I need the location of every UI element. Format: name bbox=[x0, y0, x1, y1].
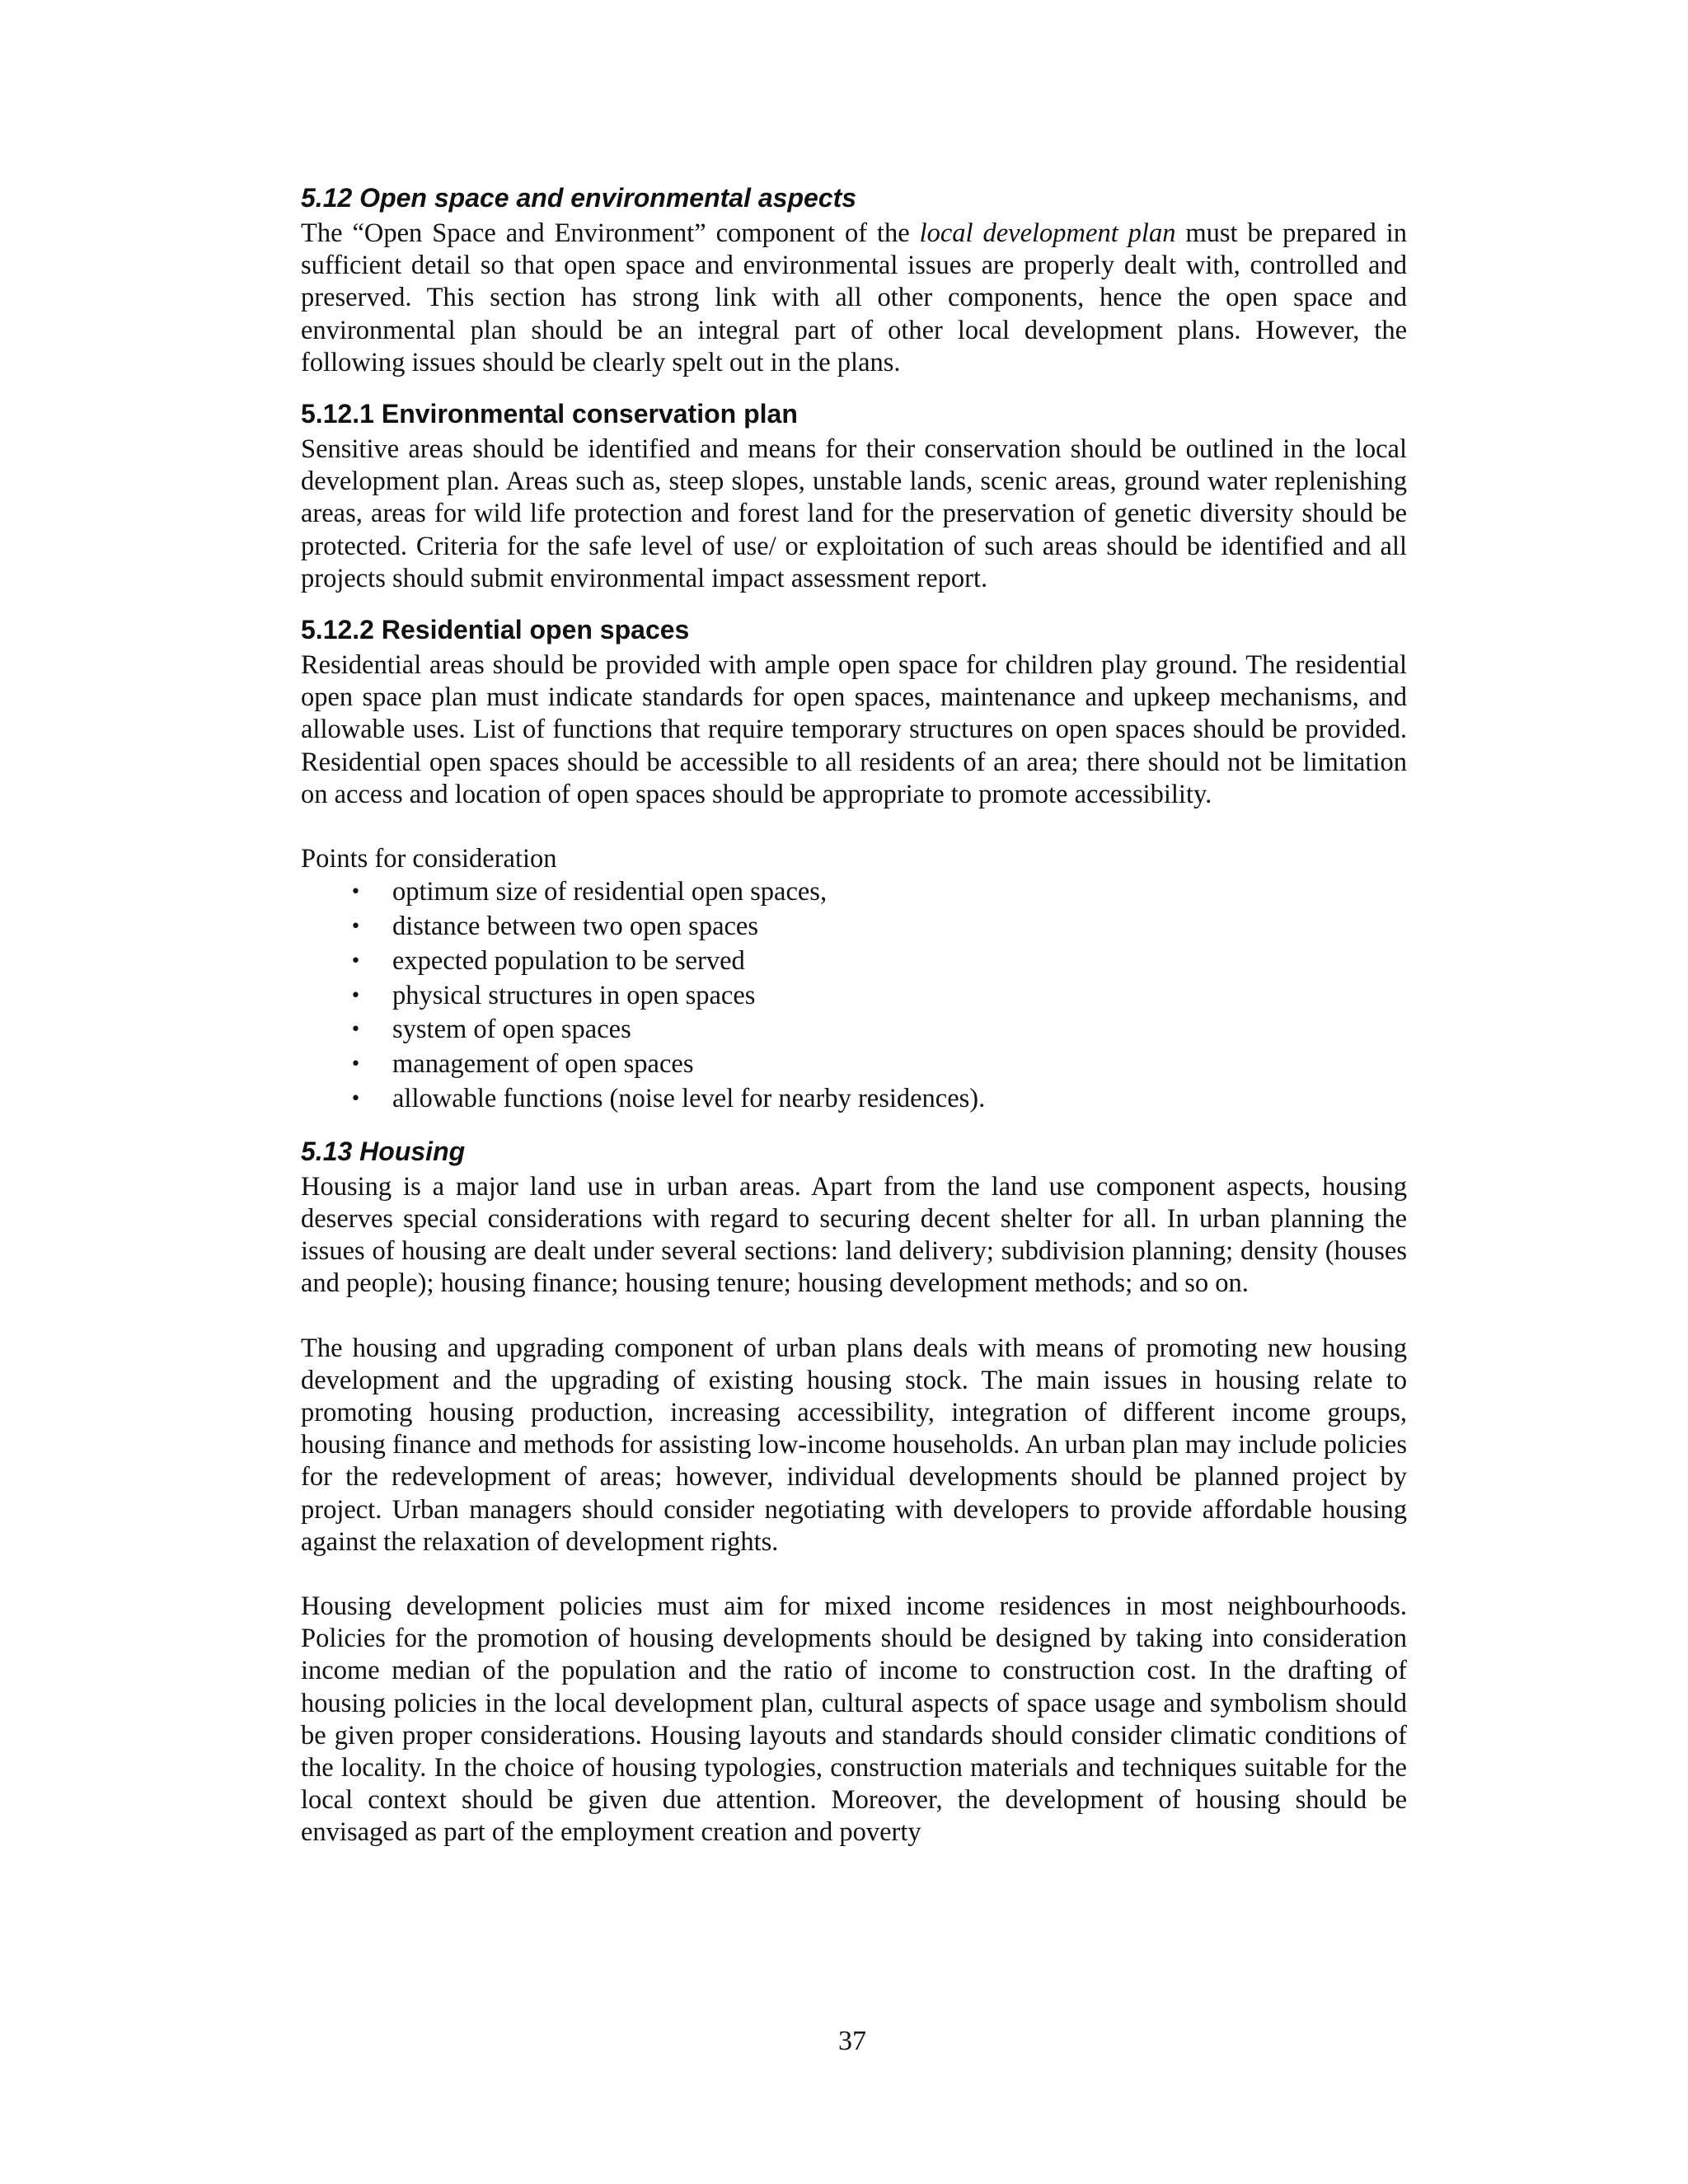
section-5-13-heading: 5.13 Housing bbox=[301, 1136, 466, 1166]
bullet-icon: • bbox=[350, 882, 361, 903]
bullet-icon: • bbox=[350, 916, 361, 938]
list-item bbox=[301, 979, 1407, 1014]
section-5-12-2-text: Residential areas should be provided with ample open space for children play ground. The residential open space plan must indicate standards for open spaces, maintenance and upkeep mechanisms, and allowable uses. List of functions that require temporary structures on open spaces should be provided. Residential open spaces should be accessible to all residents of an area; there should not be limitation on access and location of open spaces should be appropriate to promote accessibility. bbox=[301, 650, 1407, 809]
list-item-text: optimum size of residential open spaces, bbox=[392, 877, 828, 907]
list-item bbox=[301, 1013, 1407, 1047]
spacer bbox=[301, 595, 1407, 612]
bullet-icon: • bbox=[350, 1019, 361, 1041]
list-item bbox=[301, 1082, 1407, 1117]
list-item-text: allowable functions (noise level for nearby residences). bbox=[392, 1084, 986, 1114]
bullet-icon: • bbox=[350, 985, 361, 1006]
spacer bbox=[301, 379, 1407, 396]
page-content bbox=[301, 180, 1407, 1849]
intro-italic-term: local development plan bbox=[919, 218, 1176, 248]
section-5-12-1-heading: 5.12.1 Environmental conservation plan bbox=[301, 399, 798, 429]
bullet-icon: • bbox=[350, 950, 361, 972]
section-5-13-paragraph-2: The housing and upgrading component of urban plans deals with means of promoting new housing development and the upgrading of existing housing stock. The main issues in housing relate to promoting housing production, increasing accessibility, integration of different income groups, housing finance and methods for assisting low-income households. An urban plan may include policies for the redevelopment of areas; however, individual developments should be planned project by project. Urban managers should consider negotiating with developers to provide affordable housing against the relaxation of development rights. bbox=[301, 1333, 1407, 1557]
list-item bbox=[301, 944, 1407, 979]
points-label: Points for consideration bbox=[301, 844, 557, 874]
list-item bbox=[301, 910, 1407, 944]
points-list bbox=[301, 875, 1407, 1117]
list-item-text: physical structures in open spaces bbox=[392, 980, 756, 1010]
bullet-icon: • bbox=[350, 1089, 361, 1110]
section-5-13-paragraph-1: Housing is a major land use in urban areas. Apart from the land use component aspects, housing deserves special considerations with regard to securing decent shelter for all. In urban planning the issues of housing are dealt under several sections: land delivery; subdivision planning; density (houses and people); housing finance; housing tenure; housing development methods; and so on. bbox=[301, 1171, 1407, 1299]
list-item bbox=[301, 875, 1407, 910]
bullet-icon: • bbox=[350, 1054, 361, 1076]
list-item-text: distance between two open spaces bbox=[392, 912, 759, 942]
list-item-text: management of open spaces bbox=[392, 1049, 694, 1080]
section-5-12-2-heading: 5.12.2 Residential open spaces bbox=[301, 615, 690, 645]
section-5-12-heading: 5.12 Open space and environmental aspects bbox=[301, 183, 857, 213]
page-number: 37 bbox=[838, 2026, 866, 2056]
section-5-12-1-text: Sensitive areas should be identified and means for their conservation should be outlined in the local development plan. Areas such as, steep slopes, unstable lands, scenic areas, ground water replenishing areas, areas for wild life protection and forest land for the preservation of genetic diversity should be protected. Criteria for the safe level of use/ or exploitation of such areas should be identified and all projects should submit environmental impact assessment report. bbox=[301, 434, 1407, 593]
spacer bbox=[301, 811, 1407, 843]
intro-text-start: The “Open Space and Environment” component of the bbox=[301, 218, 920, 248]
section-5-12-intro bbox=[301, 218, 1407, 379]
intro-text-end: must be prepared in sufficient detail so that open space and environmental issues are properly dealt with, controlled and preserved. This section has strong link with all other components, hence the open space and environmental plan should be an integral part of other local development plans. However, the following issues should be clearly spelt out in the plans. bbox=[301, 218, 1407, 377]
list-item-text: system of open spaces bbox=[392, 1015, 631, 1045]
spacer bbox=[301, 1301, 1407, 1333]
spacer bbox=[301, 1558, 1407, 1591]
list-item bbox=[301, 1047, 1407, 1082]
spacer bbox=[301, 1117, 1407, 1133]
list-item-text: expected population to be served bbox=[392, 945, 745, 976]
section-5-13-paragraph-3: Housing development policies must aim for mixed income residences in most neighbourhoods. Policies for the promotion of housing developments should be designed by taking into consideration income median of the population and the ratio of income to construction cost. In the drafting of housing policies in the local development plan, cultural aspects of space usage and symbolism should be given proper considerations. Housing layouts and standards should consider climatic conditions of the locality. In the choice of housing typologies, construction materials and techniques suitable for the local context should be given due attention. Moreover, the development of housing should be envisaged as part of the employment creation and poverty bbox=[301, 1591, 1407, 1848]
